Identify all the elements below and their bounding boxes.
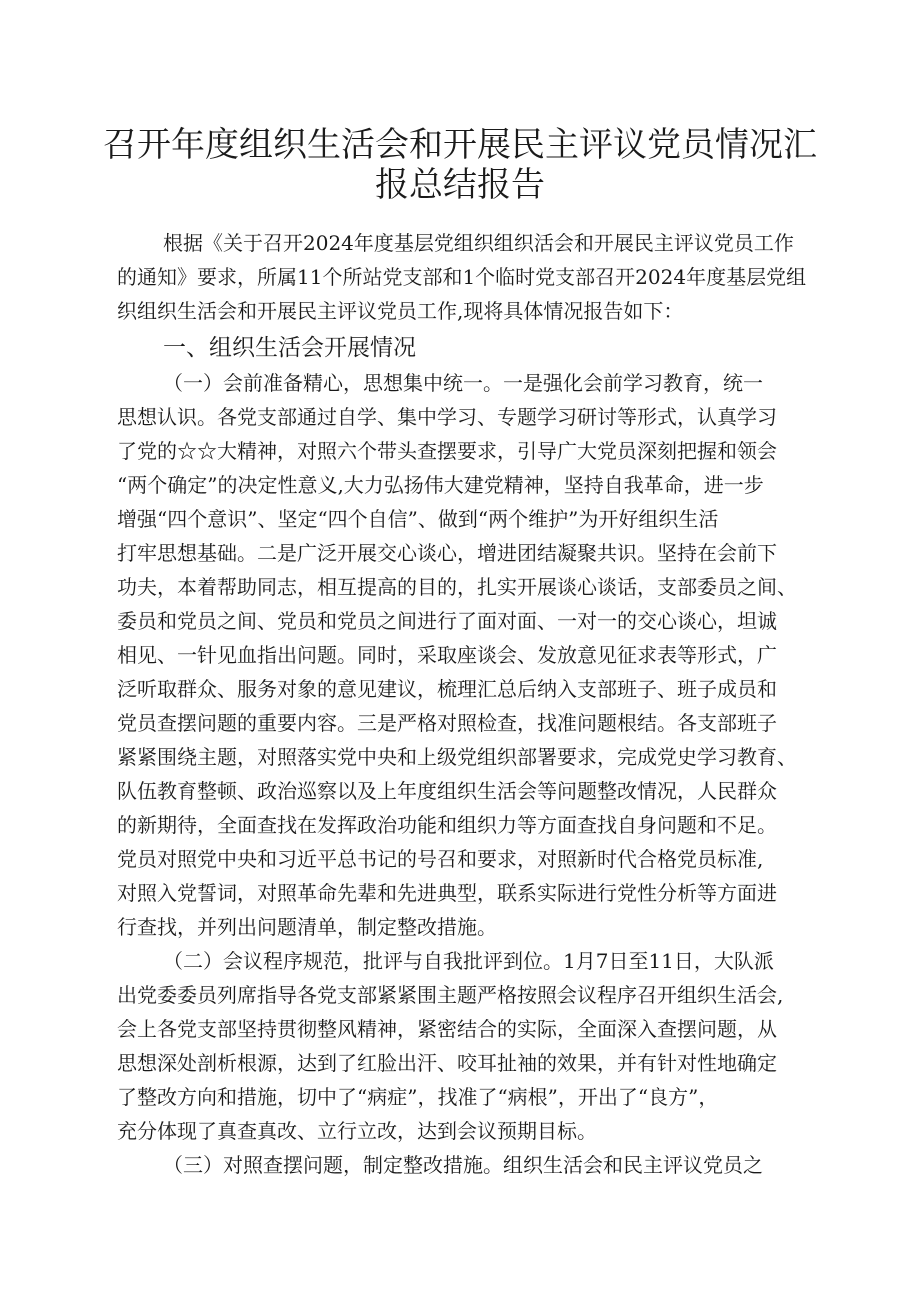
paragraph-line: 了整改方向和措施，切中了“病症”，找准了“病根”，开出了“良方”， bbox=[117, 1085, 719, 1109]
paragraph-line: 充分体现了真查真改、立行立改，达到会议预期目标。 bbox=[117, 1119, 597, 1143]
paragraph-line: 行查找，并列出问题清单，制定整改措施。 bbox=[117, 915, 497, 939]
paragraph-line: “两个确定”的决定性意义,大力弘扬伟大建党精神，坚持自我革命，进一步 bbox=[117, 473, 764, 497]
intro-line: 的通知》要求，所属11个所站党支部和1个临时党支部召开2024年度基层党组 bbox=[117, 265, 807, 289]
paragraph-line: 队伍教育整顿、政治巡察以及上年度组织生活会等问题整改情况，人民群众 bbox=[117, 779, 777, 803]
document-title-line-1: 召开年度组织生活会和开展民主评议党员情况汇 bbox=[103, 125, 817, 165]
paragraph-line: 思想认识。各党支部通过自学、集中学习、专题学习研讨等形式，认真学习 bbox=[117, 405, 777, 429]
paragraph-line: 出党委委员列席指导各党支部紧紧围主题严格按照会议程序召开组织生活会, bbox=[117, 983, 784, 1007]
paragraph-line: 党员对照党中央和习近平总书记的号召和要求，对照新时代合格党员标准, bbox=[117, 847, 764, 871]
paragraph-line: 打牢思想基础。二是广泛开展交心谈心，增进团结凝聚共识。坚持在会前下 bbox=[117, 541, 777, 565]
intro-line: 织组织生活会和开展民主评议党员工作,现将具体情况报告如下： bbox=[117, 299, 684, 323]
intro-line: 根据《关于召开2024年度基层党组织组织活会和开展民主评议党员工作 bbox=[163, 231, 794, 255]
document-title-line-2: 报总结报告 bbox=[375, 165, 545, 205]
paragraph-line: 会上各党支部坚持贯彻整风精神，紧密结合的实际，全面深入查摆问题，从 bbox=[117, 1017, 777, 1041]
paragraph-line: 了党的☆☆大精神，对照六个带头查摆要求，引导广大党员深刻把握和领会 bbox=[117, 439, 777, 463]
paragraph-line: 对照入党誓词，对照革命先辈和先进典型，联系实际进行党性分析等方面进 bbox=[117, 881, 777, 905]
paragraph-line: 功夫，本着帮助同志，相互提高的目的，扎实开展谈心谈话，支部委员之间、 bbox=[117, 575, 797, 599]
paragraph-line: 思想深处剖析根源，达到了红脸出汗、咬耳扯袖的效果，并有针对性地确定 bbox=[117, 1051, 777, 1075]
paragraph-line: （一）会前准备精心，思想集中统一。一是强化会前学习教育，统一 bbox=[163, 371, 763, 395]
paragraph-line: 的新期待，全面查找在发挥政治功能和组织力等方面查找自身问题和不足。 bbox=[117, 813, 777, 837]
paragraph-line: 泛听取群众、服务对象的意见建议，梳理汇总后纳入支部班子、班子成员和 bbox=[117, 677, 777, 701]
paragraph-line: 增强“四个意识”、坚定“四个自信”、做到“两个维护”为开好组织生活 bbox=[117, 507, 719, 531]
paragraph-line: （二）会议程序规范，批评与自我批评到位。1月7日至11日，大队派 bbox=[163, 949, 774, 973]
paragraph-line: 党员查摆问题的重要内容。三是严格对照检查，找准问题根结。各支部班子 bbox=[117, 711, 777, 735]
section-heading: 一、组织生活会开展情况 bbox=[163, 335, 416, 361]
paragraph-line: 委员和党员之间、党员和党员之间进行了面对面、一对一的交心谈心，坦诚 bbox=[117, 609, 777, 633]
paragraph-line: 紧紧围绕主题，对照落实党中央和上级党组织部署要求，完成党史学习教育、 bbox=[117, 745, 797, 769]
paragraph-line: （三）对照查摆问题，制定整改措施。组织生活会和民主评议党员之 bbox=[163, 1153, 763, 1177]
paragraph-line: 相见、一针见血指出问题。同时，采取座谈会、发放意见征求表等形式，广 bbox=[117, 643, 777, 667]
